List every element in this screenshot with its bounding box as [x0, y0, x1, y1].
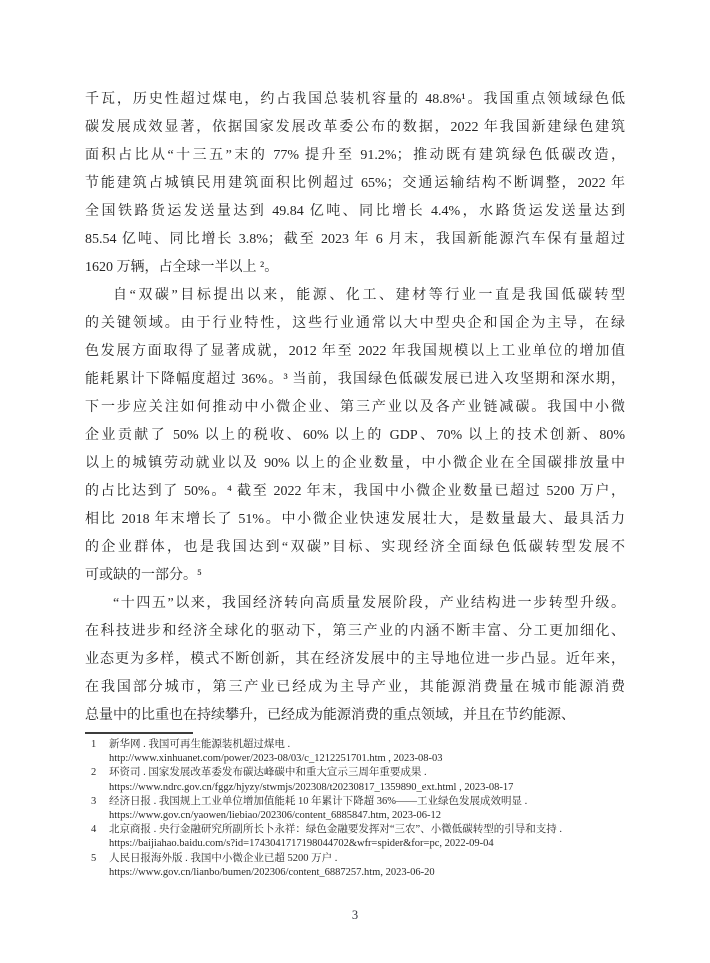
body-line: 的占比达到了 50%。⁴ 截至 2022 年末，我国中小微企业数量已超过 5200 万户， [85, 484, 625, 499]
footnote-source: 新华网 . 我国可再生能源装机超过煤电 . [109, 739, 291, 750]
body-line: 下一步应关注如何推动中小微企业、第三产业以及各产业链减碳。我国中小微 [85, 400, 625, 415]
footnote-separator [85, 732, 193, 734]
body-line: 业态更为多样，模式不断创新，其在经济发展中的主导地位进一步凸显。近年来， [85, 652, 625, 667]
footnote-list [85, 738, 625, 880]
footnote-item [85, 766, 625, 794]
body-line: 相比 2018 年末增长了 51%。中小微企业快速发展壮大，是数量最大、最具活力 [85, 512, 625, 527]
body-line: 在科技进步和经济全球化的驱动下，第三产业的内涵不断丰富、分工更加细化、 [85, 624, 625, 639]
footnote-source: 环资司 . 国家发展改革委发布碳达峰碳中和重大宣示三周年重要成果 . [109, 767, 427, 779]
footnote-number: 3 [91, 795, 97, 807]
footnote-body [109, 795, 625, 823]
body-line: 可或缺的一部分。⁵ [85, 568, 202, 583]
body-line: 的企业群体，也是我国达到“双碳”目标、实现经济全面绿色低碳转型发展不 [85, 540, 625, 555]
footnote-number: 4 [91, 824, 97, 836]
body-line: 在我国部分城市，第三产业已经成为主导产业，其能源消费量在城市能源消费 [85, 680, 625, 695]
body-line: 1620 万辆，占全球一半以上 ²。 [85, 260, 279, 275]
footnote-url: https://baijiahao.baidu.com/s?id=1743041717198044702&wfr=spider&for=pc, 2022-09-04 [109, 838, 494, 850]
footnote-url: http://www.xinhuanet.com/power/2023-08/03/c_1212251701.htm , 2023-08-03 [109, 753, 443, 765]
page-number: 3 [351, 908, 359, 922]
body-line: 85.54 亿吨、同比增长 3.8%；截至 2023 年 6 月末，我国新能源汽车保有量超过 [85, 232, 625, 247]
body-line: 全国铁路货运发送量达到 49.84 亿吨、同比增长 4.4%，水路货运发送量达到 [85, 204, 625, 219]
body-line: 总量中的比重也在持续攀升，已经成为能源消费的重点领域，并且在节约能源、 [85, 708, 575, 723]
footnote-body [109, 766, 625, 794]
footnote-body [109, 852, 625, 880]
footnote-url: https://www.ndrc.gov.cn/fggz/hjyzy/stwmjs/202308/t20230817_1359890_ext.html , 2023-08-17 [109, 781, 514, 793]
footnote-number: 1 [91, 739, 97, 750]
body-line: 自“双碳”目标提出以来，能源、化工、建材等行业一直是我国低碳转型 [113, 288, 625, 303]
footnote-item [85, 852, 625, 880]
body-line: 以上的城镇劳动就业以及 90% 以上的企业数量，中小微企业在全国碳排放量中 [85, 456, 625, 471]
body-line: 的关键领域。由于行业特性，这些行业通常以大中型央企和国企为主导，在绿 [85, 316, 625, 331]
body-line: 千瓦，历史性超过煤电，约占我国总装机容量的 48.8%¹。我国重点领域绿色低 [85, 92, 625, 107]
footnote-number: 2 [91, 767, 97, 779]
body-line: 节能建筑占城镇民用建筑面积比例超过 65%；交通运输结构不断调整，2022 年 [85, 176, 625, 191]
body-line: 企业贡献了 50% 以上的税收、60% 以上的 GDP、70% 以上的技术创新、80% [85, 428, 625, 443]
body-line: “十四五”以来，我国经济转向高质量发展阶段，产业结构进一步转型升级。 [113, 596, 625, 611]
footnote-source: 经济日报 . 我国规上工业单位增加值能耗 10 年累计下降超 36%——工业绿色发展成效明显 . [109, 795, 528, 807]
footnote-item [85, 738, 625, 766]
footnote-body [109, 738, 625, 766]
footnote-number: 5 [91, 852, 97, 864]
body-text [85, 86, 625, 730]
body-line: 碳发展成效显著，依据国家发展改革委公布的数据，2022 年我国新建绿色建筑 [85, 120, 625, 135]
footnote-item [85, 795, 625, 823]
footnote-item [85, 823, 625, 851]
footnote-source: 北京商报 . 央行金融研究所副所长卜永祥：绿色金融要发挥对“三农”、小微低碳转型的引导和支持 . [109, 824, 562, 836]
body-line: 色发展方面取得了显著成就，2012 年至 2022 年我国规模以上工业单位的增加值 [85, 344, 625, 359]
body-line: 能耗累计下降幅度超过 36%。³ 当前，我国绿色低碳发展已进入攻坚期和深水期， [85, 372, 625, 387]
footnote-url: https://www.gov.cn/lianbo/bumen/202306/content_6887257.htm, 2023-06-20 [109, 866, 435, 878]
footnote-url: https://www.gov.cn/yaowen/liebiao/202306/content_6885847.htm, 2023-06-12 [109, 810, 441, 822]
footnote-source: 人民日报海外版 . 我国中小微企业已超 5200 万户 . [109, 852, 338, 864]
footnote-body [109, 823, 625, 851]
body-line: 面积占比从“十三五”末的 77% 提升至 91.2%；推动既有建筑绿色低碳改造， [85, 148, 625, 163]
footnotes-section [85, 732, 625, 880]
